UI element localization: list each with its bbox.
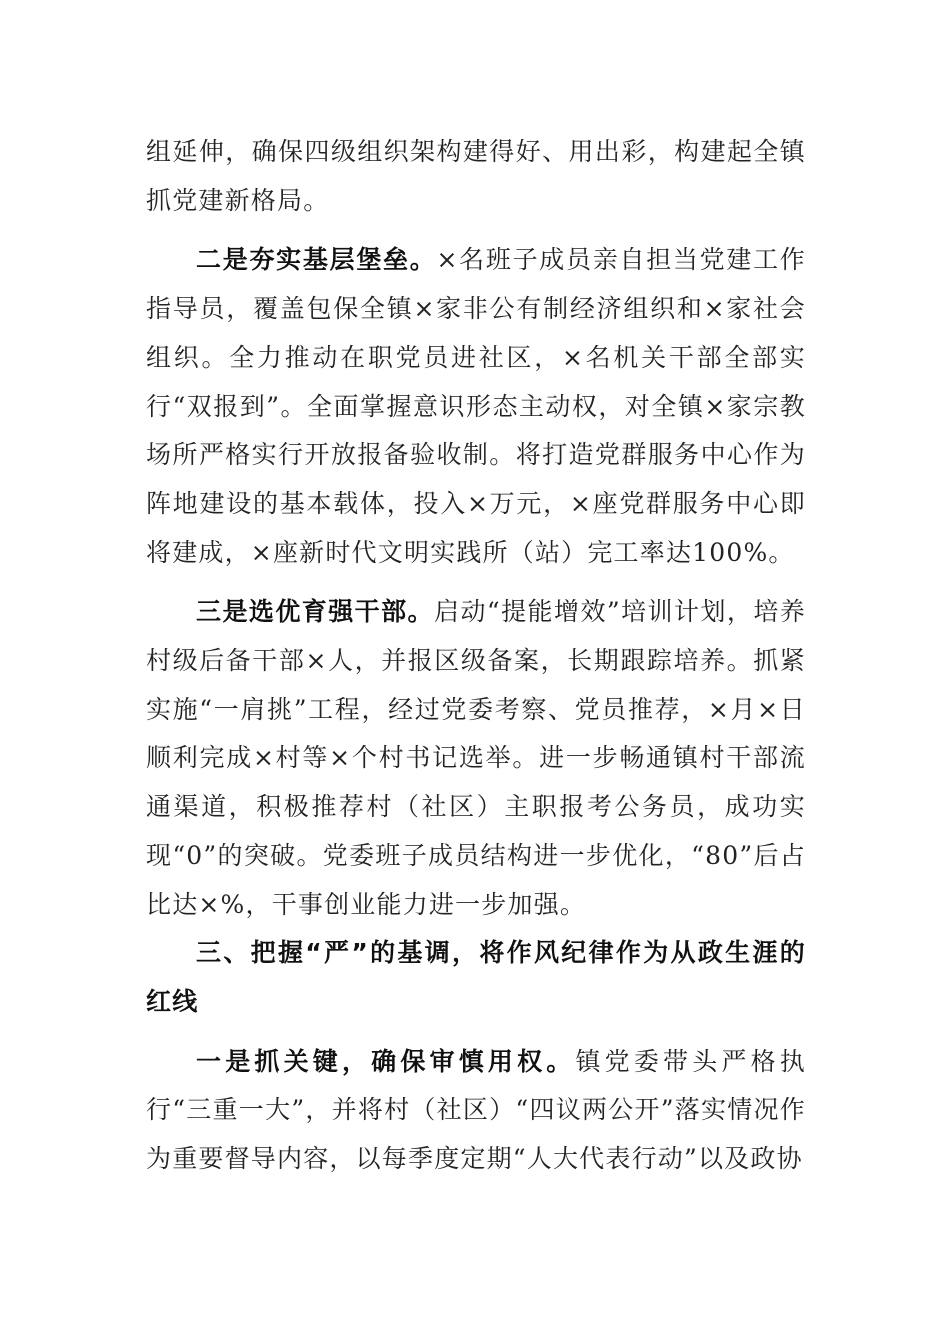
paragraph-continuation — [146, 128, 806, 225]
paragraph-text: ×名班子成员亲自担当党建工作指导员，覆盖包保全镇×家非公有制经济组织和×家社会组织。全力推动在职党员进社区，×名机关干部全部实行“双报到”。全面掌握意识形态主动权，对全镇×家宗教场所严格实行开放报备验收制。将打造党群服务中心作为阵地建设的基本载体，投入×万元，×座党群服务中心即将建成，×座新时代文明实践所（站）完工率达100%。 — [146, 245, 806, 567]
paragraph-prudent-power — [146, 1038, 806, 1184]
document-body — [146, 128, 806, 1184]
paragraph-select-cadres — [146, 588, 806, 929]
paragraph-text: 组延伸，确保四级组织架构建得好、用出彩，构建起全镇抓党建新格局。 — [146, 137, 806, 215]
paragraph-lead: 二是夯实基层堡垒。 — [196, 245, 437, 275]
paragraph-consolidate-grassroots — [146, 236, 806, 577]
paragraph-lead: 三是选优育强干部。 — [196, 597, 434, 627]
paragraph-text: 镇党委带头严格执行“三重一大”，并将村（社区）“四议两公开”落实情况作为重要督导内容，以每季度定期“人大代表行动”以及政协 — [146, 1046, 806, 1174]
paragraph-lead: 一是抓关键，确保审慎用权。 — [196, 1046, 576, 1076]
paragraph-text: 启动“提能增效”培训计划，培养村级后备干部×人，并报区级备案，长期跟踪培养。抓紧实施“一肩挑”工程，经过党委考察、党员推荐，×月×日顺利完成×村等×个村书记选举。进一步畅通镇村干部流通渠道，积极推荐村（社区）主职报考公务员，成功实现“0”的突破。党委班子成员结构进一步优化，“80”后占比达×%，干事创业能力进一步加强。 — [146, 597, 806, 919]
section-heading: 三、把握“严”的基调，将作风纪律作为从政生涯的红线 — [146, 938, 806, 1016]
